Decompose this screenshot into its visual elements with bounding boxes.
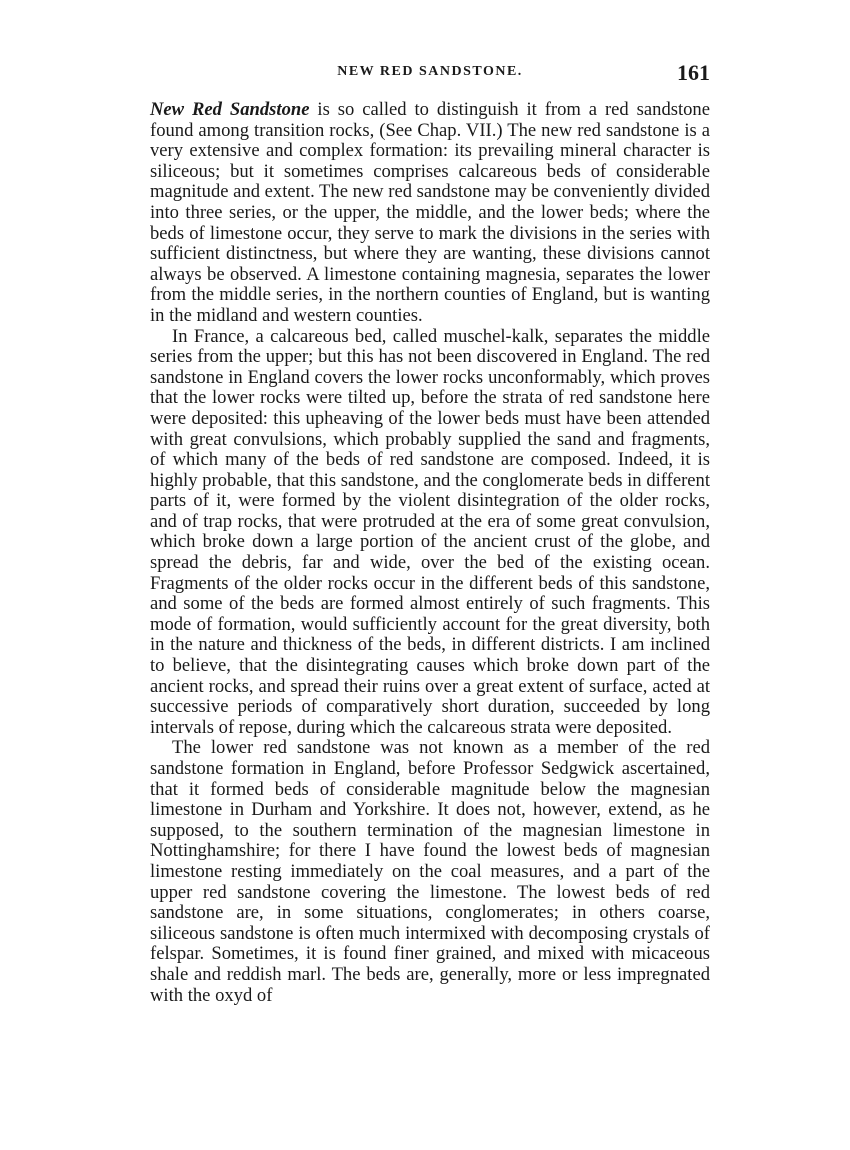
- paragraph-1: [150, 100, 710, 327]
- paragraph-1-text: is so called to distinguish it from a red sandstone found among transition rocks, (See Chap. VII.) The new red sandstone is a very extensive and complex formation: its prevailing mineral character is siliceous; but it sometimes comprises calcareous beds of considerable magnitude and extent. The new red sandstone may be conveniently divided into three series, or the upper, the middle, and the lower beds; where the beds of limestone occur, they serve to mark the divisions in the series with sufficient distinctness, but where they are wanting, these divisions cannot always be observed. A limestone containing magnesia, separates the lower from the middle series, in the northern counties of England, but is wanting in the midland and western counties.: [150, 99, 710, 326]
- body-text: [150, 100, 710, 1006]
- lead-term: New Red Sandstone: [150, 99, 310, 120]
- page-number: 161: [677, 60, 710, 85]
- paragraph-3: The lower red sandstone was not known as a member of the red sandstone formation in England, before Professor Sedgwick ascertained, that it formed beds of considerable magnitude below the magnesian limestone in Durham and Yorkshire. It does not, however, extend, as he supposed, to the southern termination of the magnesian limestone in Nottinghamshire; for there I have found the lowest beds of magnesian limestone resting immediately on the coal measures, and a part of the upper red sandstone covering the limestone. The lowest beds of red sandstone are, in some situations, conglomerates; in others coarse, siliceous sandstone is often much intermixed with decomposing crystals of felspar. Sometimes, it is found finer grained, and mixed with micaceous shale and reddish marl. The beds are, generally, more or less impregnated with the oxyd of: [150, 737, 710, 1006]
- running-title: NEW RED SANDSTONE.: [337, 64, 523, 79]
- paragraph-2: In France, a calcareous bed, called muschel-kalk, separates the middle series from the upper; but this has not been discovered in England. The red sandstone in England covers the lower rocks unconformably, which proves that the lower rocks were tilted up, before the strata of red sandstone here were deposited: this upheaving of the lower beds must have been attended with great convulsions, which probably supplied the sand and fragments, of which many of the beds of red sandstone are composed. Indeed, it is highly probable, that this sandstone, and the conglomerate beds in different parts of it, were formed by the violent disintegration of the older rocks, and of trap rocks, that were protruded at the era of some great convulsion, which broke down a large portion of the ancient crust of the globe, and spread the debris, far and wide, over the bed of the existing ocean. Fragments of the older rocks occur in the different beds of this sandstone, and some of the beds are formed almost entirely of such fragments. This mode of formation, would sufficiently account for the great diversity, both in the nature and thickness of the beds, in different districts. I am inclined to believe, that the disintegrating causes which broke down part of the ancient rocks, and spread their ruins over a great extent of surface, acted at successive periods of comparatively short duration, succeeded by long intervals of repose, during which the calcareous strata were deposited.: [150, 325, 710, 738]
- running-head: [150, 60, 710, 90]
